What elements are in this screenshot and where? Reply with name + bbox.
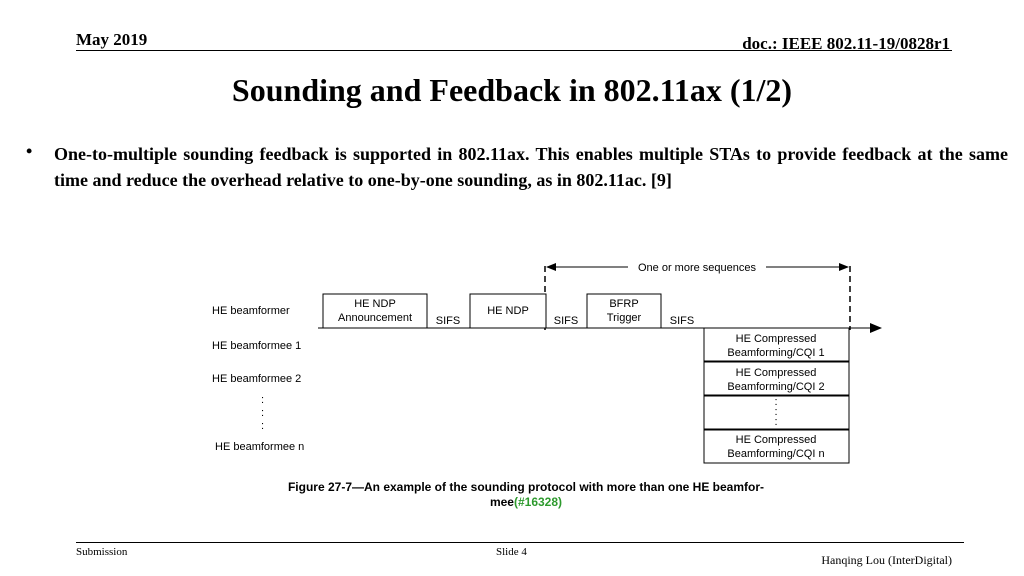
row-label-beamformee-1: HE beamformee 1: [212, 340, 302, 352]
sifs-label-3: SIFS: [669, 315, 695, 327]
sequence-arrowhead-right: [839, 263, 849, 271]
row-label-beamformer: HE beamformer: [212, 305, 290, 317]
sifs-label-1: SIFS: [435, 315, 461, 327]
footer-submission: Submission: [76, 546, 128, 558]
row-dots-3: :: [261, 420, 265, 432]
slide-title: Sounding and Feedback in 802.11ax (1/2): [231, 72, 793, 108]
figure-caption-line1: Figure 27-7—An example of the sounding protocol with more than one HE beamfor-: [287, 480, 765, 494]
frame-cbf2-line1: HE Compressed: [735, 367, 817, 379]
frame-cbf1-line2: Beamforming/CQI 1: [727, 347, 825, 359]
caption-mee: mee: [489, 495, 514, 509]
cbf-dots-2: :: [774, 406, 778, 418]
header-doc-id: doc.: IEEE 802.11-19/0828r1: [742, 34, 950, 53]
bullet-text: One-to-multiple sounding feedback is supported in 802.11ax. This enables multiple STAs to provide feedback at the same time and reduce the overhead relative to one-by-one sounding, as in 802.11ac. [9]: [54, 144, 1008, 190]
caption-tag: (#16328): [513, 495, 563, 509]
footer-slide-number: Slide 4: [496, 546, 527, 558]
frame-cbfn-line2: Beamforming/CQI n: [727, 448, 825, 460]
sequence-arrowhead-left: [546, 263, 556, 271]
timeline-arrowhead: [870, 323, 882, 333]
footer-author: Hanqing Lou (InterDigital): [821, 553, 952, 567]
frame-cbfn-line1: HE Compressed: [735, 434, 817, 446]
frame-ndp-label: HE NDP: [487, 305, 529, 317]
figure-caption-line2: [490, 495, 562, 509]
cbf-dots-3: :: [774, 416, 778, 428]
frame-cbf1-line1: HE Compressed: [735, 333, 817, 345]
cbf-dots-1: :: [774, 396, 778, 408]
frame-bfrp-line1: BFRP: [609, 298, 639, 310]
frame-bfrp-line2: Trigger: [606, 312, 642, 324]
header-date: May 2019: [76, 30, 148, 49]
row-label-beamformee-n: HE beamformee n: [215, 441, 305, 453]
row-dots-2: :: [261, 407, 265, 419]
bullet-marker: •: [26, 141, 33, 161]
footer-divider: [76, 542, 964, 543]
row-dots-1: :: [261, 394, 265, 406]
frame-cbf2-line2: Beamforming/CQI 2: [727, 381, 825, 393]
row-label-beamformee-2: HE beamformee 2: [212, 373, 302, 385]
sifs-label-2: SIFS: [553, 315, 579, 327]
frame-ndpa-line1: HE NDP: [354, 298, 396, 310]
frame-ndpa-line2: Announcement: [338, 312, 412, 324]
sequence-label: One or more sequences: [637, 262, 757, 274]
